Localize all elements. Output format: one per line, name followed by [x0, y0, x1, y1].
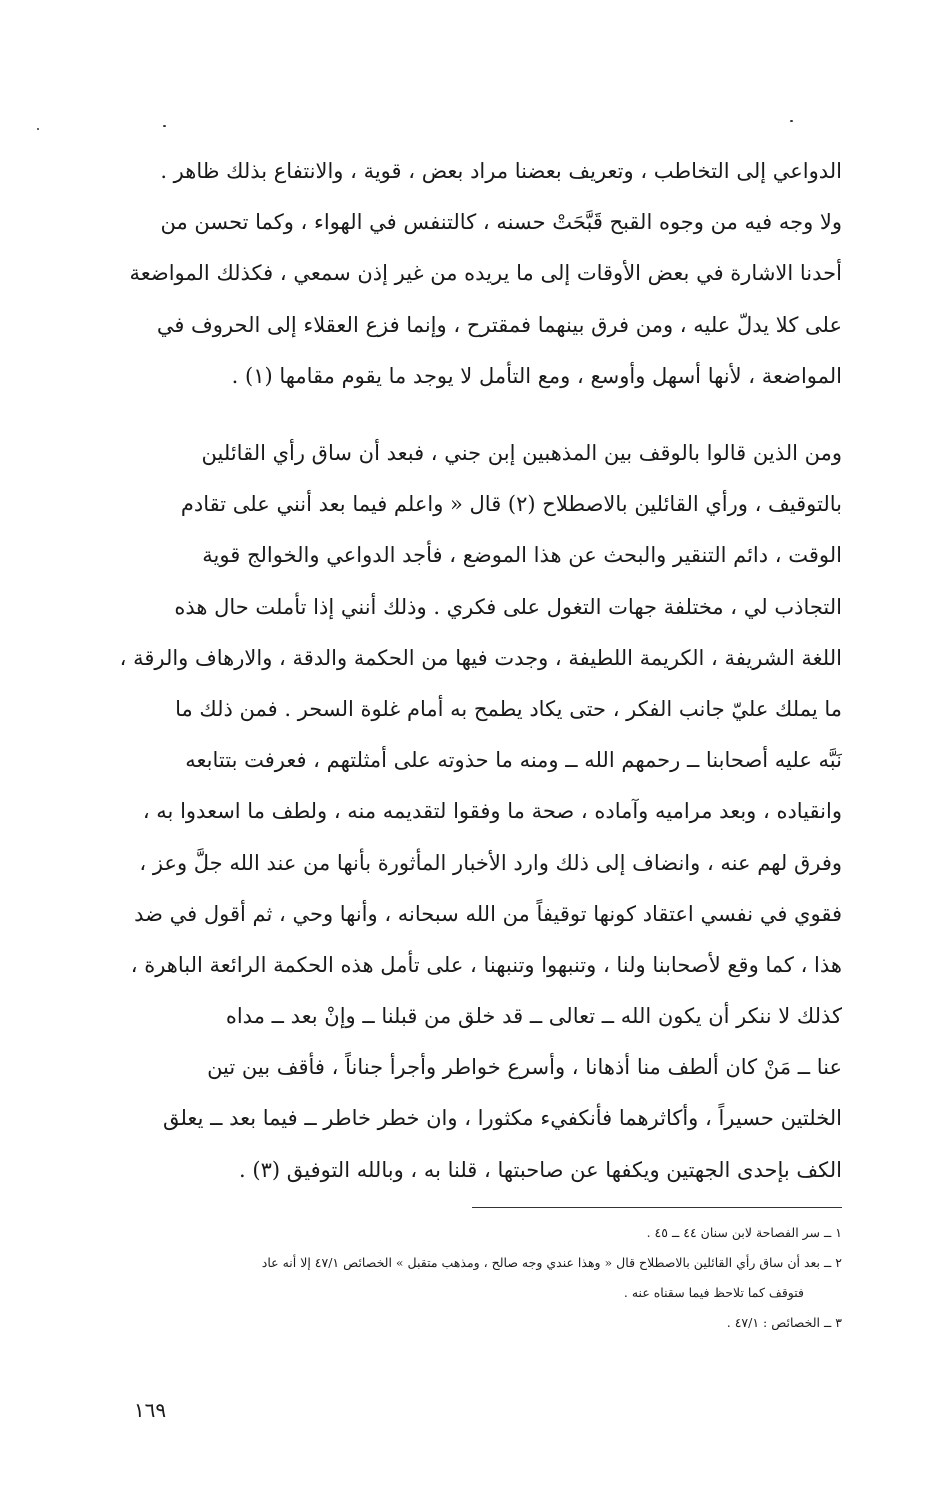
- text-line: الوقت ، دائم التنقير والبحث عن هذا الموضع ، فأجد الدواعي والخوالج قوية: [202, 543, 842, 568]
- text-line: كذلك لا ننكر أن يكون الله ــ تعالى ــ قد خلق من قبلنا ــ وإنْ بعد ــ مداه: [225, 1004, 842, 1029]
- text-line: ما يملك عليّ جانب الفكر ، حتى يكاد يطمح به أمام غلوة السحر . فمن ذلك ما: [175, 696, 842, 721]
- text-line: ولا وجه فيه من وجوه القبح قَبَّحَتْ حسنه ، كالتنفس في الهواء ، وكما تحسن من: [160, 210, 842, 235]
- paragraph-2: [72, 428, 842, 1196]
- text-line: ومن الذين قالوا بالوقف بين المذهبين إبن جني ، فبعد أن ساق رأي القائلين: [201, 441, 842, 465]
- footnote-separator: [472, 1207, 842, 1208]
- text-line: نَبَّه عليه أصحابنا ــ رحمهم الله ــ ومنه ما حذوته على أمثلتهم ، فعرفت بتتابعه: [185, 748, 842, 773]
- scan-speck: [790, 120, 793, 122]
- scan-speck: [37, 128, 39, 130]
- text-line: المواضعة ، لأنها أسهل وأوسع ، ومع التأمل لا يوجد ما يقوم مقامها (١) .: [231, 363, 842, 388]
- text-line: بالتوقيف ، ورأي القائلين بالاصطلاح (٢) قال « واعلم فيما بعد أنني على تقادم: [180, 492, 842, 517]
- footnote-3: ٣ ــ الخصائص : ٤٧/١ .: [726, 1315, 842, 1330]
- text-line: على كلا يدلّ عليه ، ومن فرق بينهما فمقترح ، وإنما فزع العقلاء إلى الحروف في: [156, 312, 842, 337]
- text-line: الخلتين حسيراً ، وأكاثرهما فأنكفيء مكثورا ، وان خطر خاطر ــ فيما بعد ــ يعلق: [162, 1106, 842, 1131]
- footnote-2: ٢ ــ بعد أن ساق رأي القائلين بالاصطلاح قال « وهذا عندي وجه صالح ، ومذهب متقبل » الخصائص ٤٧/١ إلا أنه عاد: [261, 1255, 842, 1270]
- text-line: وانقياده ، وبعد مراميه وآماده ، صحة ما وفقوا لتقديمه منه ، ولطف ما اسعدوا به ،: [142, 799, 842, 824]
- text-line: اللغة الشريفة ، الكريمة اللطيفة ، وجدت فيها من الحكمة والدقة ، والارهاف والرقة ،: [119, 645, 842, 670]
- footnote-1: ١ ــ سر الفصاحة لابن سنان ٤٤ ــ ٤٥ .: [646, 1225, 842, 1240]
- footnotes: [28, 1218, 842, 1338]
- text-line: هذا ، كما وقع لأصحابنا ولنا ، وتنبهوا وتنبهنا ، على تأمل هذه الحكمة الرائعة الباهرة ،: [130, 952, 842, 977]
- text-line: الدواعي إلى التخاطب ، وتعريف بعضنا مراد بعض ، قوية ، والانتفاع بذلك ظاهر .: [160, 159, 842, 183]
- text-line: أحدنا الاشارة في بعض الأوقات إلى ما يريده من غير إذن سمعي ، فكذلك المواضعة: [129, 261, 842, 286]
- text-line: التجاذب لي ، مختلفة جهات التغول على فكري . وذلك أنني إذا تأملت حال هذه: [174, 594, 842, 619]
- footnote-2-continuation: فتوقف كما تلاحظ فيما سقناه عنه .: [623, 1285, 804, 1300]
- text-line: الكف بإحدى الجهتين ويكفها عن صاحبتها ، قلنا به ، وبالله التوفيق (٣) .: [239, 1157, 842, 1182]
- scan-speck: [163, 125, 166, 127]
- text-line: عنا ــ مَنْ كان ألطف منا أذهانا ، وأسرع خواطر وأجرأ جناناً ، فأقف بين تين: [207, 1055, 842, 1080]
- page-number: ١٦٩: [133, 1398, 167, 1422]
- paragraph-1: [72, 146, 842, 402]
- text-line: وفرق لهم عنه ، وانضاف إلى ذلك وارد الأخبار المأثورة بأنها من عند الله جلَّ وعز ،: [139, 850, 842, 875]
- text-line: فقوي في نفسي اعتقاد كونها توقيفاً من الله سبحانه ، وأنها وحي ، ثم أقول في ضد: [134, 901, 842, 926]
